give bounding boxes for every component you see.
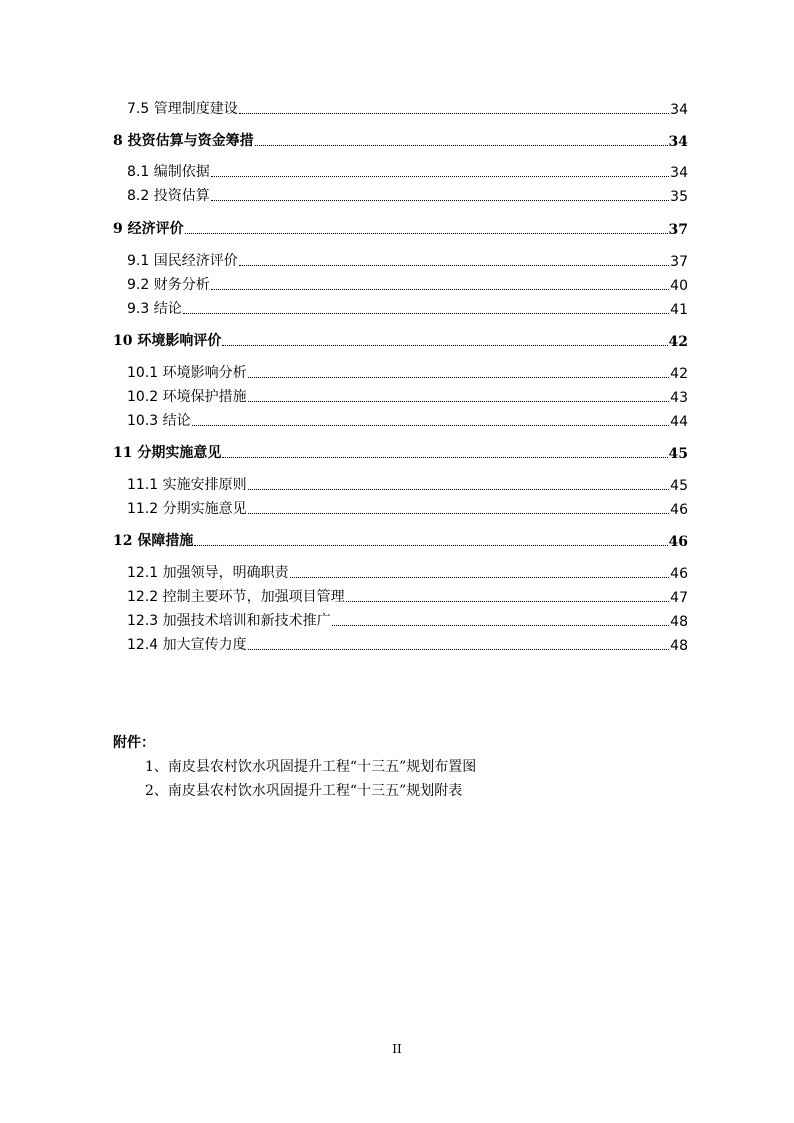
toc-entry-page: 46 bbox=[670, 566, 688, 582]
toc-chapter-page: 37 bbox=[668, 222, 688, 238]
toc-leader-dots bbox=[211, 176, 669, 177]
toc-entry-label: 10.3 结论 bbox=[127, 413, 191, 429]
toc-entry[interactable] bbox=[0, 498, 688, 518]
toc-entry[interactable] bbox=[0, 634, 688, 654]
toc-entry[interactable] bbox=[0, 274, 688, 294]
toc-entry-label: 10.1 环境影响分析 bbox=[127, 365, 247, 381]
toc-leader-dots bbox=[255, 145, 668, 146]
toc-chapter[interactable] bbox=[0, 442, 688, 462]
toc-entry-label: 11.1 实施安排原则 bbox=[127, 477, 247, 493]
toc-entry-page: 44 bbox=[670, 414, 688, 430]
toc-entry[interactable] bbox=[0, 250, 688, 270]
toc-entry[interactable] bbox=[0, 586, 688, 606]
toc-entry-label: 8.1 编制依据 bbox=[127, 164, 210, 180]
appendix-item: 2、南皮县农村饮水巩固提升工程“十三五”规划附表 bbox=[145, 783, 463, 799]
toc-leader-dots bbox=[185, 233, 668, 234]
toc-leader-dots bbox=[211, 289, 669, 290]
toc-entry-label: 12.3 加强技术培训和新技术推广 bbox=[127, 613, 331, 629]
toc-chapter-page: 42 bbox=[668, 334, 688, 350]
toc-chapter[interactable] bbox=[0, 218, 688, 238]
toc-leader-dots bbox=[346, 601, 670, 602]
toc-entry-label: 12.1 加强领导，明确职责 bbox=[127, 565, 289, 581]
toc-entry-page: 48 bbox=[670, 614, 688, 630]
toc-entry-page: 47 bbox=[670, 590, 688, 606]
toc-chapter-page: 34 bbox=[668, 134, 688, 150]
toc-chapter-label: 8 投资估算与资金筹措 bbox=[113, 133, 254, 149]
toc-entry-label: 8.2 投资估算 bbox=[127, 188, 210, 204]
toc-entry-page: 34 bbox=[670, 165, 688, 181]
toc-chapter[interactable] bbox=[0, 130, 688, 150]
toc-leader-dots bbox=[248, 513, 670, 514]
toc-entry-page: 45 bbox=[670, 478, 688, 494]
toc-leader-dots bbox=[332, 625, 670, 626]
toc-entry[interactable] bbox=[0, 161, 688, 181]
toc-entry[interactable] bbox=[0, 610, 688, 630]
toc-leader-dots bbox=[248, 377, 670, 378]
toc-leader-dots bbox=[248, 649, 670, 650]
toc-entry-page: 46 bbox=[670, 502, 688, 518]
toc-leader-dots bbox=[239, 265, 669, 266]
toc-entry-page: 35 bbox=[670, 189, 688, 205]
toc-leader-dots bbox=[194, 545, 667, 546]
toc-chapter[interactable] bbox=[0, 530, 688, 550]
toc-leader-dots bbox=[211, 200, 669, 201]
toc-chapter-label: 11 分期实施意见 bbox=[113, 445, 222, 461]
toc-entry-page: 48 bbox=[670, 638, 688, 654]
toc-leader-dots bbox=[290, 577, 670, 578]
toc-leader-dots bbox=[222, 345, 667, 346]
page-number: II bbox=[392, 1042, 402, 1056]
toc-chapter-page: 45 bbox=[668, 446, 688, 462]
toc-entry[interactable] bbox=[0, 298, 688, 318]
toc-entry-label: 9.1 国民经济评价 bbox=[127, 253, 238, 269]
toc-entry[interactable] bbox=[0, 562, 688, 582]
toc-entry[interactable] bbox=[0, 185, 688, 205]
toc-leader-dots bbox=[192, 425, 670, 426]
toc-entry-page: 41 bbox=[670, 302, 688, 318]
toc-entry-label: 12.2 控制主要环节，加强项目管理 bbox=[127, 589, 345, 605]
toc-entry[interactable] bbox=[0, 386, 688, 406]
toc-entry[interactable] bbox=[0, 474, 688, 494]
toc-leader-dots bbox=[183, 313, 669, 314]
toc-chapter-label: 12 保障措施 bbox=[113, 533, 194, 549]
toc-leader-dots bbox=[222, 457, 667, 458]
toc-entry-label: 10.2 环境保护措施 bbox=[127, 389, 247, 405]
toc-entry-page: 34 bbox=[670, 102, 688, 118]
appendix-item: 1、南皮县农村饮水巩固提升工程“十三五”规划布置图 bbox=[145, 759, 477, 775]
appendix-title: 附件： bbox=[113, 735, 155, 751]
toc-chapter-label: 10 环境影响评价 bbox=[113, 333, 222, 349]
toc-leader-dots bbox=[248, 401, 670, 402]
toc-chapter-label: 9 经济评价 bbox=[113, 221, 184, 237]
toc-chapter[interactable] bbox=[0, 330, 688, 350]
toc-entry-label: 11.2 分期实施意见 bbox=[127, 501, 247, 517]
toc-entry-page: 40 bbox=[670, 278, 688, 294]
toc-entry-page: 42 bbox=[670, 366, 688, 382]
toc-entry[interactable] bbox=[0, 410, 688, 430]
toc-leader-dots bbox=[248, 489, 670, 490]
toc-entry-label: 7.5 管理制度建设 bbox=[127, 101, 238, 117]
toc-entry-label: 9.2 财务分析 bbox=[127, 277, 210, 293]
toc-entry-label: 12.4 加大宣传力度 bbox=[127, 637, 247, 653]
toc-entry-label: 9.3 结论 bbox=[127, 301, 182, 317]
toc-entry-page: 37 bbox=[670, 254, 688, 270]
toc-entry-page: 43 bbox=[670, 390, 688, 406]
toc-chapter-page: 46 bbox=[668, 534, 688, 550]
toc-entry[interactable] bbox=[0, 362, 688, 382]
toc-leader-dots bbox=[239, 113, 669, 114]
toc-entry[interactable] bbox=[0, 98, 688, 118]
